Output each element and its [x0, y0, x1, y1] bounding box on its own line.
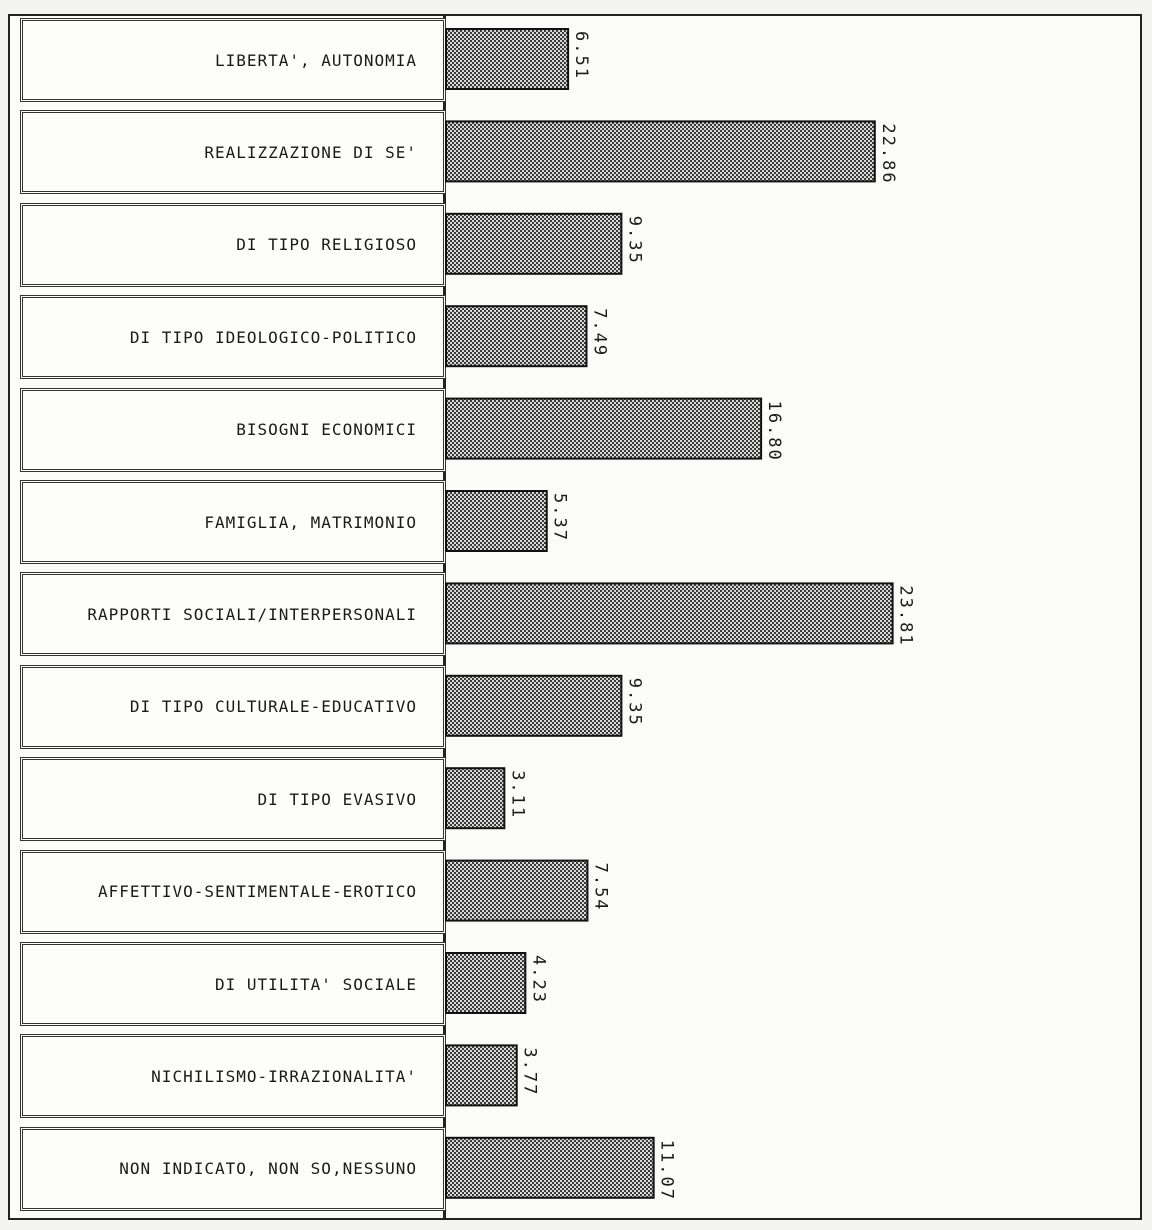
category-label: DI TIPO CULTURALE-EDUCATIVO: [20, 665, 446, 749]
value-label: 7.54: [590, 862, 611, 912]
bar: [446, 768, 504, 828]
category-label: BISOGNI ECONOMICI: [20, 388, 446, 472]
bar: [446, 953, 525, 1013]
bar: [446, 399, 761, 459]
value-label: 9.35: [624, 215, 645, 265]
bar: [446, 1045, 517, 1105]
value-label: 7.49: [589, 308, 610, 358]
category-label: DI TIPO EVASIVO: [20, 757, 446, 841]
bar: [446, 676, 621, 736]
value-label: 16.80: [764, 400, 785, 462]
bar: [446, 491, 547, 551]
category-label: FAMIGLIA, MATRIMONIO: [20, 480, 446, 564]
value-label: 9.35: [624, 677, 645, 727]
category-label: DI TIPO RELIGIOSO: [20, 203, 446, 287]
category-label: REALIZZAZIONE DI SE': [20, 110, 446, 194]
category-label: NICHILISMO-IRRAZIONALITA': [20, 1034, 446, 1118]
value-label: 4.23: [528, 955, 549, 1004]
bar: [446, 121, 875, 181]
category-label: LIBERTA', AUTONOMIA: [20, 18, 446, 102]
bar: [446, 214, 621, 274]
bar: [446, 583, 893, 643]
bar: [446, 861, 587, 921]
category-label: NON INDICATO, NON SO,NESSUNO: [20, 1127, 446, 1211]
value-label: 6.51: [571, 31, 592, 80]
bar: [446, 1138, 654, 1198]
category-label: RAPPORTI SOCIALI/INTERPERSONALI: [20, 572, 446, 656]
bar: [446, 29, 568, 89]
value-label: 5.37: [549, 493, 570, 542]
value-label: 3.11: [507, 770, 528, 820]
value-label: 11.07: [656, 1139, 677, 1201]
category-label: DI UTILITA' SOCIALE: [20, 942, 446, 1026]
category-label: AFFETTIVO-SENTIMENTALE-EROTICO: [20, 850, 446, 934]
bars: [446, 29, 893, 1198]
value-label: 3.77: [519, 1047, 540, 1097]
value-label: 23.81: [895, 585, 916, 647]
bar: [446, 306, 586, 366]
category-label: DI TIPO IDEOLOGICO-POLITICO: [20, 295, 446, 379]
value-label: 22.86: [877, 123, 898, 185]
